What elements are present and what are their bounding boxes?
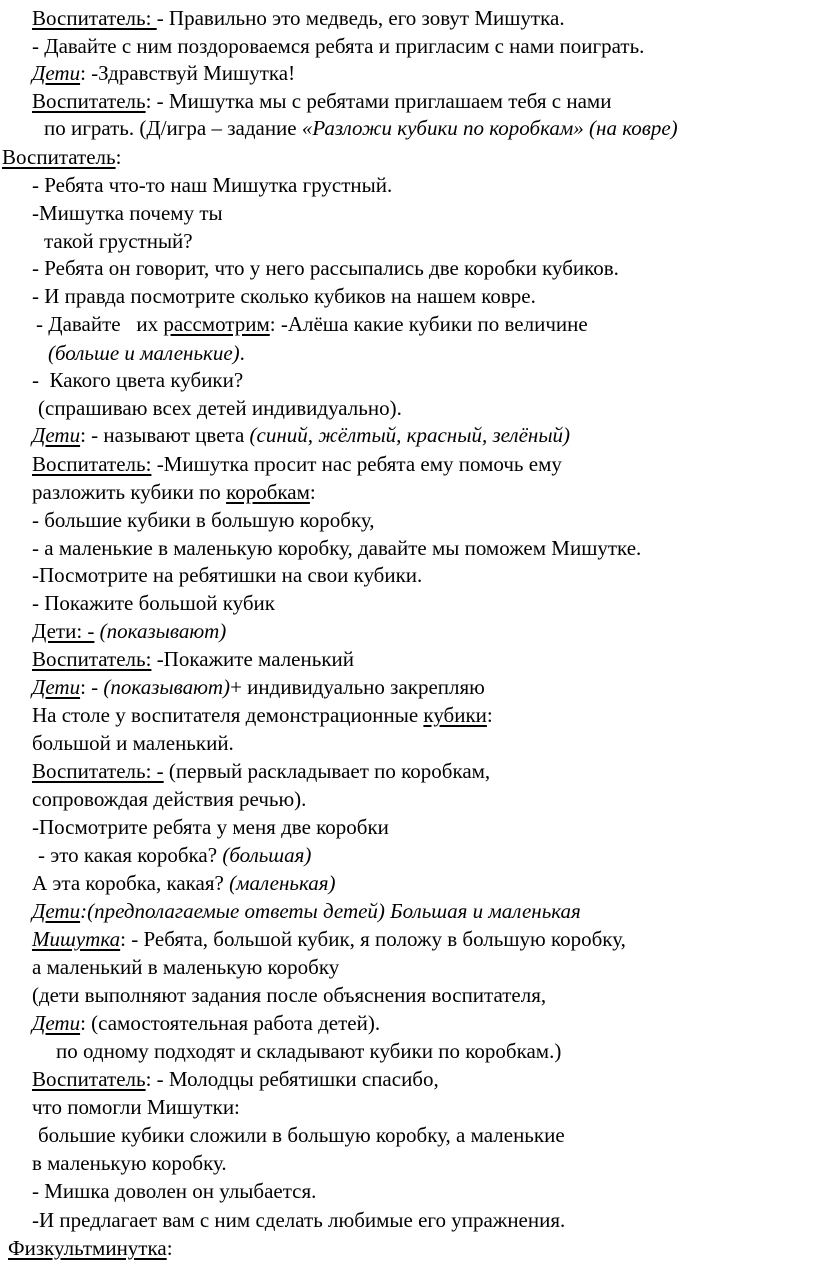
text-run: Воспитатель: bbox=[32, 647, 152, 671]
text-line bbox=[32, 589, 275, 617]
text-line bbox=[32, 673, 485, 701]
text-line bbox=[32, 645, 354, 673]
text-run: кубики bbox=[423, 703, 487, 727]
text-run: большой и маленький. bbox=[32, 731, 234, 755]
text-run: (первый раскладывает по коробкам, bbox=[163, 759, 491, 783]
text-line bbox=[48, 339, 245, 367]
text-run: : bbox=[166, 1236, 173, 1260]
text-run: - Ребята что-то наш Мишутка грустный. bbox=[32, 173, 393, 197]
text-run: -И предлагает вам с ним сделать любимые его упражнения. bbox=[32, 1208, 566, 1232]
text-line bbox=[32, 897, 581, 925]
text-line bbox=[32, 981, 546, 1009]
text-run: (больше и маленькие) bbox=[48, 341, 240, 365]
text-run: : bbox=[486, 703, 493, 727]
text-run: : bbox=[309, 480, 316, 504]
text-run: : -Алёша какие кубики по величине bbox=[269, 312, 588, 336]
text-run: (маленькая) bbox=[229, 871, 336, 895]
text-line bbox=[32, 366, 243, 394]
text-run: : -Здравствуй Мишутка! bbox=[80, 61, 296, 85]
text-run: в маленькую коробку. bbox=[32, 1151, 227, 1175]
text-run: -Посмотрите на ребятишки на свои кубики. bbox=[32, 563, 423, 587]
text-run: Мишутка bbox=[32, 927, 121, 951]
text-line bbox=[32, 59, 295, 87]
text-run: Воспитатель bbox=[32, 1067, 146, 1091]
text-line bbox=[32, 757, 490, 785]
text-line bbox=[32, 925, 626, 953]
text-run: - Ребята он говорит, что у него рассыпались две коробки кубиков. bbox=[32, 256, 619, 280]
text-run: - Какого цвета кубики? bbox=[32, 368, 244, 392]
text-run: (большая) bbox=[222, 843, 312, 867]
text-run: большие кубики сложили в большую коробку, а маленькие bbox=[38, 1123, 565, 1147]
text-run: сопровождая действия речью). bbox=[32, 787, 307, 811]
text-line bbox=[32, 869, 336, 897]
text-run: - Правильно это медведь, его зовут Мишутка. bbox=[156, 6, 565, 30]
text-line bbox=[32, 282, 536, 310]
text-run: «Разложи кубики по коробкам» (на ковре) bbox=[301, 116, 678, 140]
text-run: -Посмотрите ребята у меня две коробки bbox=[32, 815, 389, 839]
text-line bbox=[8, 1234, 173, 1262]
text-run: : - Молодцы ребятишки спасибо, bbox=[145, 1067, 439, 1091]
text-run: Дети bbox=[32, 61, 81, 85]
text-run: а маленький в маленькую коробку bbox=[32, 955, 340, 979]
text-run: Воспитатель bbox=[32, 89, 146, 113]
text-run: - Мишка доволен он улыбается. bbox=[32, 1179, 317, 1203]
text-line bbox=[44, 114, 678, 142]
text-line bbox=[32, 534, 641, 562]
text-run: Дети bbox=[32, 675, 81, 699]
text-line bbox=[38, 841, 311, 869]
text-run: : - Ребята, большой кубик, я положу в большую коробку, bbox=[120, 927, 626, 951]
text-run: Дети bbox=[32, 423, 81, 447]
text-run: Дети bbox=[32, 1011, 81, 1035]
text-line bbox=[38, 1121, 565, 1149]
text-run: - Покажите большой кубик bbox=[32, 591, 275, 615]
text-run: Воспитатель bbox=[2, 145, 116, 169]
text-run: Воспитатель: bbox=[32, 6, 157, 30]
text-line bbox=[32, 87, 611, 115]
text-run: Дети: - bbox=[32, 619, 95, 643]
text-run: А эта коробка, какая? bbox=[32, 871, 230, 895]
text-run: - И правда посмотрите сколько кубиков на нашем ковре. bbox=[32, 284, 536, 308]
text-line bbox=[32, 199, 223, 227]
text-run: по одному подходят и складывают кубики по коробкам.) bbox=[56, 1039, 562, 1063]
text-run: - большие кубики в большую коробку, bbox=[32, 508, 375, 532]
text-line bbox=[32, 729, 234, 757]
text-run: Воспитатель: - bbox=[32, 759, 164, 783]
text-line bbox=[32, 953, 339, 981]
text-run: -Мишутка просит нас ребята ему помочь ему bbox=[151, 452, 562, 476]
text-run: - Давайте с ним поздороваемся ребята и пригласим с нами поиграть. bbox=[32, 34, 645, 58]
text-run: разложить кубики по bbox=[32, 480, 227, 504]
text-line bbox=[32, 254, 619, 282]
text-line bbox=[32, 1177, 316, 1205]
text-run: . bbox=[239, 341, 245, 365]
text-line bbox=[32, 1065, 439, 1093]
text-run: : - bbox=[80, 675, 104, 699]
text-line bbox=[32, 617, 226, 645]
text-run: :(предполагаемые ответы детей) Большая и маленькая bbox=[80, 899, 581, 923]
text-run: - Давайте их bbox=[36, 312, 164, 336]
text-line bbox=[32, 561, 422, 589]
text-run: (дети выполняют задания после объяснения воспитателя, bbox=[32, 983, 547, 1007]
text-run: : - Мишутка мы с ребятами приглашаем тебя с нами bbox=[145, 89, 612, 113]
text-run: -Мишутка почему ты bbox=[32, 201, 223, 225]
text-run: коробкам bbox=[226, 480, 310, 504]
text-run: рассмотрим bbox=[163, 312, 270, 336]
text-line bbox=[32, 1206, 565, 1234]
text-line bbox=[32, 785, 306, 813]
text-run: Дети bbox=[32, 899, 81, 923]
text-line bbox=[32, 1009, 380, 1037]
text-line bbox=[32, 701, 493, 729]
text-line bbox=[32, 32, 644, 60]
text-run: (показывают) bbox=[99, 619, 227, 643]
text-run: : (самостоятельная работа детей). bbox=[80, 1011, 381, 1035]
text-run: - это какая коробка? bbox=[38, 843, 223, 867]
text-line bbox=[36, 310, 588, 338]
text-line bbox=[32, 1093, 240, 1121]
text-line bbox=[32, 506, 375, 534]
text-line bbox=[32, 813, 389, 841]
text-run: (спрашиваю всех детей индивидуально). bbox=[38, 396, 402, 420]
text-run: (показывают) bbox=[103, 675, 231, 699]
text-line bbox=[56, 1037, 561, 1065]
text-line bbox=[32, 4, 565, 32]
text-line bbox=[38, 394, 402, 422]
text-line bbox=[32, 421, 570, 449]
text-run: по играть. (Д/игра – задание bbox=[44, 116, 302, 140]
text-line bbox=[32, 171, 392, 199]
text-line bbox=[32, 450, 562, 478]
text-line bbox=[32, 1149, 227, 1177]
text-run: На столе у воспитателя демонстрационные bbox=[32, 703, 424, 727]
text-run: -Покажите маленький bbox=[151, 647, 354, 671]
text-run: Физкультминутка bbox=[8, 1236, 167, 1260]
text-line bbox=[44, 227, 193, 255]
text-run: что помогли Мишутки: bbox=[32, 1095, 240, 1119]
text-run: Воспитатель: bbox=[32, 452, 152, 476]
text-run: такой грустный? bbox=[44, 229, 193, 253]
text-line bbox=[2, 143, 121, 171]
text-line bbox=[32, 478, 316, 506]
text-run: - а маленькие в маленькую коробку, давайте мы поможем Мишутке. bbox=[32, 536, 642, 560]
text-run: + индивидуально закрепляю bbox=[230, 675, 485, 699]
text-run: (синий, жёлтый, красный, зелёный) bbox=[249, 423, 571, 447]
text-run: : bbox=[115, 145, 122, 169]
text-run: : - называют цвета bbox=[80, 423, 250, 447]
